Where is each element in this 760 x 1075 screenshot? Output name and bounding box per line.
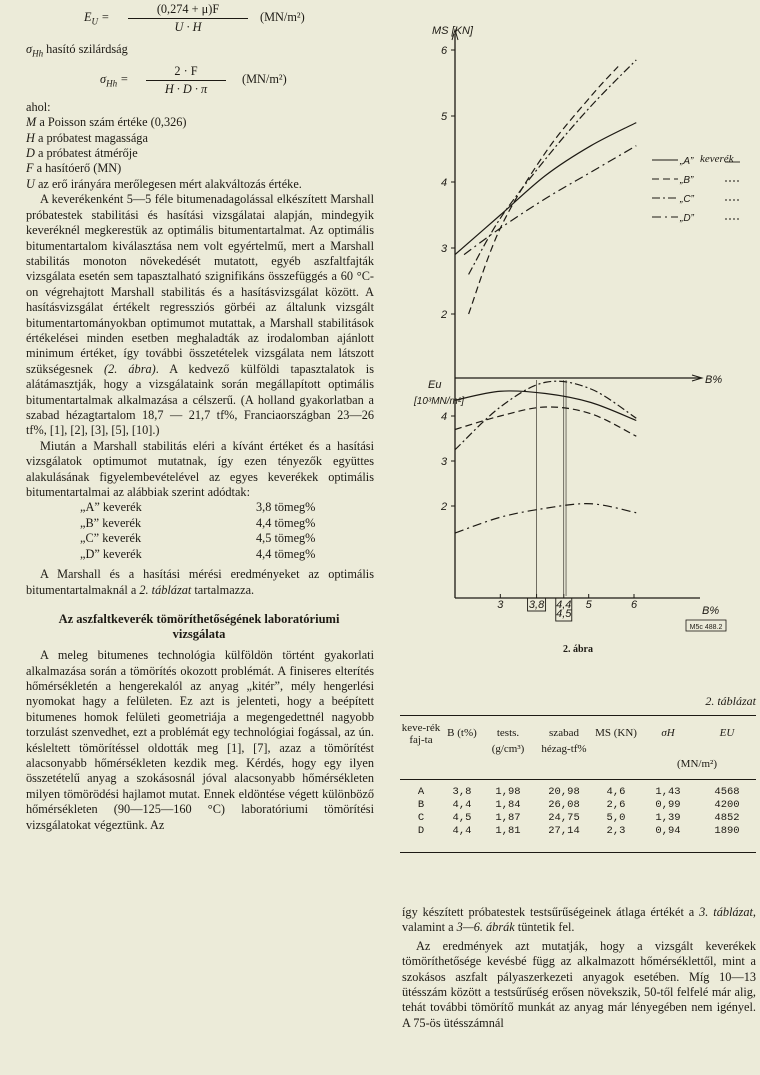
mix-list: [26, 500, 374, 564]
table-row: [400, 799, 756, 812]
legend-label: „A”: [680, 156, 694, 167]
table-cell: 4,6: [606, 785, 626, 798]
table-cell: B: [417, 798, 425, 811]
legend-label: „C”: [680, 194, 694, 205]
definitions-list: [26, 115, 374, 192]
x-axis-lower-label: B%: [702, 605, 720, 617]
x-tick-label: 3: [497, 599, 504, 611]
definition-item: M a Poisson szám értéke (0,326): [26, 115, 187, 130]
table-cell: 20,98: [548, 785, 580, 798]
table-row: [400, 825, 756, 838]
eu-curve-a: [455, 391, 636, 421]
y-tick-label-lower: 2: [441, 501, 448, 513]
eq-unit: (MN/m²): [260, 10, 305, 24]
table-cell: 1,39: [655, 811, 681, 824]
table-cell: 4,4: [452, 824, 472, 837]
eu-curve-b: [455, 407, 636, 436]
x-tick-label: 5: [585, 599, 592, 611]
table-cell: 27,14: [548, 824, 580, 837]
table-cell: 2,3: [606, 824, 626, 837]
y-tick-label-upper: 2: [441, 309, 448, 321]
ms-curve-c: [469, 60, 637, 275]
table-row: [400, 786, 756, 799]
paragraph-4: A meleg bitumenes technológia külföldön történt gyakorlati alkalmazása során a tömörítés okozott problémát. A finiseres elterítés hőmérsékletén a hengerekalól az anyag „kitér”, mély hengerlési nyomokat hagy a felületen. Ez azt is jelenteti, hogy a beépített bitumenes homok felületi geometriája a megengedettnél nagyobb torzulást szenvedhet, ezt a problémát egy technológiai fogással, az ún. késleltett tömörítéssel oldották meg [1], [7], azaz a tömörítést alacsonyabb hőmérsékleten kezdik meg. Kérdés, hogy egy ilyen összetételű anyag a szokásosnál jóval alacsonyabb hőmérsékleten milyen tömörödési hajlamot mutat. Ennek eldöntése végett különböző hőmérsékleten (90—125—160 °C) laboratóriumi tömörítési vizsgálatokat végeztünk. Az: [26, 648, 374, 832]
table-unit: (MN/m²): [677, 758, 717, 771]
table-cell: 1,84: [495, 798, 521, 811]
sigma-line: $\sigma_{Hh}$ hasító szilárdság: [26, 42, 128, 59]
table-2: [400, 694, 756, 853]
table-cell: 26,08: [548, 798, 580, 811]
ms-curve-a: [455, 123, 636, 255]
figure-caption: 2. ábra: [563, 644, 593, 655]
legend-label: „D”: [680, 213, 694, 224]
eu-curve-d: [455, 504, 636, 533]
mix-item: „A” keverék 3,8 tömeg%: [80, 500, 316, 515]
definition-item: U az erő irányára merőlegesen mért alakváltozás értéke.: [26, 176, 302, 191]
section-heading: Az aszfaltkeverék tömöríthetőségének laboratóriumi vizsgálata: [58, 612, 340, 642]
table-header-cell: EU: [719, 727, 735, 740]
y-axis-label-ms: MS [KN]: [432, 25, 473, 37]
equation-eu: [28, 0, 374, 40]
right-paragraph-1: így készített próbatestek testsűrűségeinek átlaga értékét a 3. táblázat, valamint a 3—6. ábrák tüntetik fel.: [402, 905, 756, 935]
eq-lhs: $E_U$ =: [84, 10, 110, 27]
table-cell: C: [417, 811, 425, 824]
y-tick-label-lower: 4: [441, 411, 448, 423]
eq-fraction: $\frac{(0,274 + \mu)F}{U \cdot H}$: [128, 2, 248, 36]
table-header-cell: keve-rék faj-ta: [401, 722, 441, 747]
y-axis-unit-eu: [10³MN/m²]: [414, 396, 464, 407]
ms-curve-d: [464, 146, 636, 255]
definition-item: F a hasítóerő (MN): [26, 161, 122, 176]
table-cell: 1,98: [495, 785, 521, 798]
table-cell: A: [417, 785, 425, 798]
table-grid: [400, 716, 756, 776]
paragraph-3: A Marshall és a hasítási mérési eredményeket az optimális bitumentartalmaknál a 2. táblázat tartalmazza.: [26, 567, 374, 597]
equation-sigma: [28, 62, 374, 100]
definition-item: H a próbatest magassága: [26, 130, 148, 145]
paragraph-1: A keverékenként 5—5 féle bitumenadagolással elkészített Marshall próbatestek stabilitási és hasítási vizsgálatai alapján, mindegyik keveréknél megkerestük az optimális bitumentartalmat. Az optimális bitumentartalom kiválasztása nem volt egyértelmű, mert a Marshall stabilitás monoton növekedését mutatott, egyéb aszfaltfajták vizsgálata esetén sem tapasztalható szignifikáns összefüggés a 60 °C-on végrehajtott Marshall stabilitás és a hasításvizsgálat között. A hasításvizsgálat értékelt regressziós görbéi az általunk vizsgált bitumentartományokban optimumot mutattak, a Marshall stabilitások értékelései minden esetben meghaladták az irodalomban ajánlott minimum értéket, így további összetételek vizsgálata nem látszott szükségesnek (2. ábra). A kedvező külföldi tapasztalatok is alátámasztják, hogy a vizsgálataink során megállapított optimális bitumentartalmak alkalmazása a célszerű. (A holland gyakorlatban a szabad hézagtartalom 18,7 — 21,7 tf%, Franciaországban 23—26 tf%, [1], [2], [3], [5], [10].): [26, 192, 374, 438]
table-cell: 4,4: [452, 798, 472, 811]
table-header-cell: MS (KN): [595, 727, 637, 740]
figure-stamp: M5c 488.2: [689, 624, 723, 631]
table-cell: 4568: [714, 785, 740, 798]
table-header-cell: σH: [661, 727, 675, 740]
table-cell: 0,99: [655, 798, 681, 811]
x-tick-label: 4,5: [556, 608, 572, 620]
table-cell: 5,0: [606, 811, 626, 824]
table-cell: 4,5: [452, 811, 472, 824]
table-cell: 1,43: [655, 785, 681, 798]
eq2-lhs: $\sigma_{Hh}$ =: [100, 71, 129, 89]
table-cell: 3,8: [452, 785, 472, 798]
table-header-cell: szabad hézag-tf%: [541, 727, 587, 755]
y-tick-label-upper: 5: [441, 111, 448, 123]
eq2-fraction: $\frac{2 \cdot F}{H \cdot D \cdot \pi}$: [146, 64, 226, 98]
table-cell: 4200: [714, 798, 740, 811]
x-tick-label: 4,4: [556, 599, 572, 611]
x-axis-upper-label: B%: [705, 374, 723, 386]
legend-label: „B”: [680, 175, 694, 186]
table-header-cell: tests. (g/cm³): [491, 727, 525, 755]
table-cell: D: [417, 824, 425, 837]
right-paragraph-2: Az eredmények azt mutatják, hogy a vizsgált keverékek tömöríthetősége kevésbé függ az alkalmazott hőmérséklettől, mint a szokásos aszfalt pályaszerkezeti anyagok esetében. Míg 10—13 ütésszám között a testsűrűség erősen növekszik, 50-től felfelé már alig, tehát további tömörítő munkát az anyag már lényegében nem igényel. A 75-ös ütésszámnál: [402, 938, 756, 1030]
table-cell: 1,87: [495, 811, 521, 824]
table-row: [400, 812, 756, 825]
x-tick-label: 6: [630, 599, 638, 611]
left-column: [4, 0, 374, 833]
table-cell: 24,75: [548, 811, 580, 824]
figure-2-chart: [400, 0, 756, 700]
table-cell: 0,94: [655, 824, 681, 837]
y-tick-label-upper: 6: [441, 45, 448, 57]
y-axis-label-eu: Eu: [428, 379, 442, 391]
table-title: 2. táblázat: [705, 694, 756, 708]
table-body: [400, 786, 756, 838]
mix-item: „B” keverék 4,4 tömeg%: [80, 515, 316, 530]
y-tick-label-lower: 3: [441, 456, 448, 468]
mix-item: „C” keverék 4,5 tömeg%: [80, 531, 316, 546]
table-cell: 1,81: [495, 824, 521, 837]
ms-curve-b: [469, 67, 619, 315]
table-cell: 1890: [714, 824, 740, 837]
table-cell: 2,6: [606, 798, 626, 811]
table-cell: 4852: [714, 811, 740, 824]
paragraph-2: Miután a Marshall stabilitás eléri a kívánt értéket és a hasítási vizsgálatok optimumot mutatnak, így ezen tényezők együttes alakulásának figyelembevételével az egyes keverékek optimális bitumentartalmai az alábbiak szerint adódtak:: [26, 438, 374, 500]
legend-title: keverék: [700, 153, 734, 165]
ahol: ahol:: [26, 99, 51, 114]
eq2-unit: (MN/m²): [242, 71, 287, 86]
definition-item: D a próbatest átmérője: [26, 146, 138, 161]
y-tick-label-upper: 3: [441, 243, 448, 255]
table-header-cell: B (t%): [447, 727, 477, 740]
x-tick-label: 3,8: [528, 599, 545, 611]
eu-curve-c: [455, 381, 636, 450]
right-text: [402, 905, 756, 1031]
y-tick-label-upper: 4: [441, 177, 448, 189]
mix-item: „D” keverék 4,4 tömeg%: [80, 546, 316, 561]
